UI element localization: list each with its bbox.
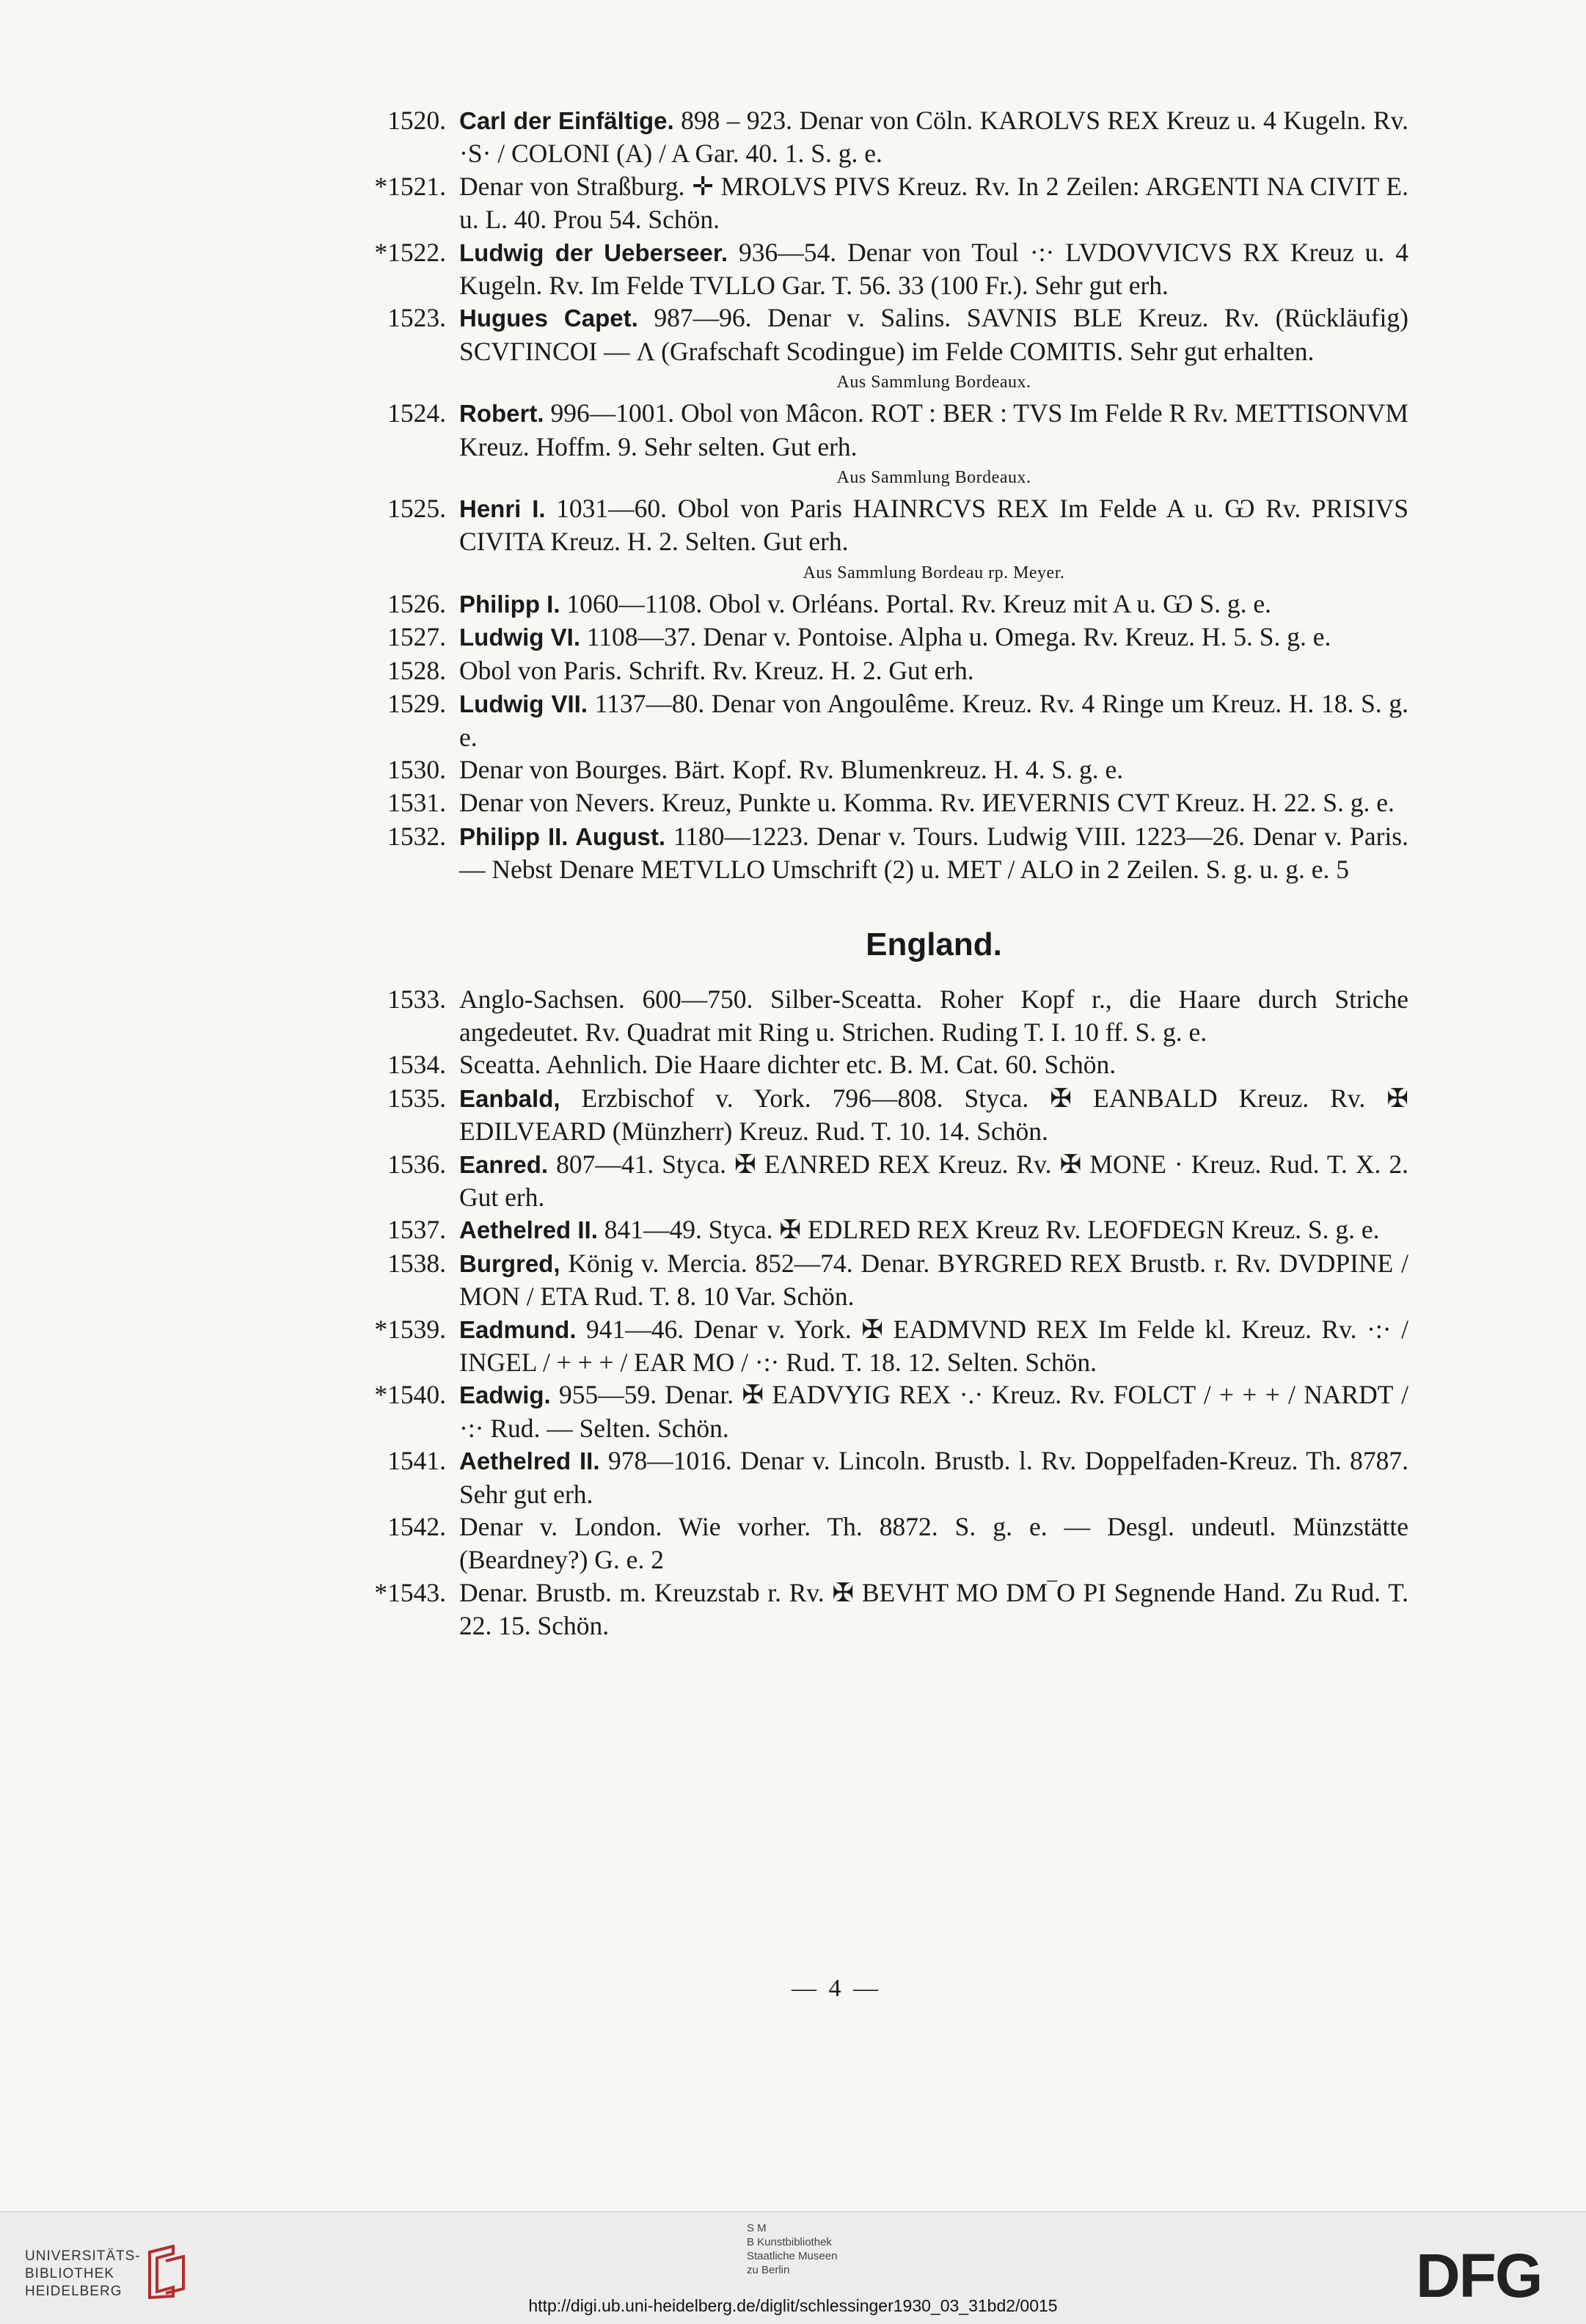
entry-description: Denar. Brustb. m. Kreuzstab r. Rv. ✠ BEVHT MO DM‾O PI Segnende Hand. Zu Rud. T. 22. 15. Schön. — [459, 1577, 1408, 1641]
catalog-entry — [373, 1048, 1408, 1081]
entry-number: 1528. — [387, 655, 446, 685]
entry-number: 1525. — [387, 494, 446, 524]
entry-description: Denar von Nevers. Kreuz, Punkte u. Komma. Rv. ИEVERNIS CVT Kreuz. H. 22. S. g. e. — [459, 788, 1395, 818]
catalog-entry — [373, 1082, 1408, 1148]
entry-number: 1532. — [387, 821, 446, 851]
catalog-entry — [373, 588, 1408, 621]
sm-logo-line: zu Berlin — [747, 2264, 790, 2276]
entry-ruler-name: Philipp I. — [459, 590, 560, 618]
catalog-entry — [373, 1247, 1408, 1313]
entry-description: 987—96. Denar v. Salins. SAVNIS BLE Kreuz. Rv. (Rückläufig) SCVΓINCOI — Λ (Grafschaft Scodingue) im Felde COMITIS. Sehr gut erhalten. — [459, 303, 1408, 366]
entry-number: 1535. — [387, 1083, 446, 1113]
entry-ruler-name: Eanbald, — [459, 1084, 560, 1112]
catalog-content — [373, 104, 1408, 1642]
section-heading: England. — [866, 926, 1002, 962]
entry-description: 1180—1223. Denar v. Tours. Ludwig VIII. 1223—26. Denar v. Paris. — Nebst Denare METVLLO Umschrift (2) u. MET / ALO in 2 Zeilen. S. g. u. g. e. 5 — [459, 821, 1408, 885]
entry-text — [459, 1576, 1408, 1642]
entry-number: 1533. — [387, 984, 446, 1014]
catalog-entry — [373, 302, 1408, 368]
catalog-entry — [373, 492, 1408, 558]
provenance-note: Aus Sammlung Bordeaux. — [836, 468, 1031, 488]
entry-text — [459, 983, 1408, 1049]
entry-ruler-name: Burgred, — [459, 1249, 560, 1277]
catalog-entry — [373, 397, 1408, 463]
ub-heidelberg-logo[interactable] — [25, 2248, 141, 2301]
entry-ruler-name: Carl der Einfältige. — [459, 107, 674, 134]
entry-description: 898 – 923. Denar von Cöln. KAROLVS REX Kreuz u. 4 Kugeln. Rv. ·S· / COLONI (A) / A Gar. 40. 1. S. g. e. — [459, 106, 1409, 169]
entry-text — [459, 1213, 1408, 1246]
dfg-logo[interactable]: DFG — [1416, 2241, 1542, 2310]
catalog-entry — [373, 983, 1408, 1049]
catalog-entry — [373, 1213, 1408, 1246]
entries-group-c — [373, 492, 1408, 558]
entry-number: 1534. — [387, 1050, 446, 1080]
entry-text — [459, 1048, 1408, 1081]
entry-number: *1539. — [374, 1314, 446, 1344]
entry-description: Erzbischof v. York. 796—808. Styca. ✠ EANBALD Kreuz. Rv. ✠ EDILVEARD (Münzherr) Kreuz. Rud. T. 10. 14. Schön. — [459, 1083, 1408, 1147]
entries-group-b — [373, 397, 1408, 463]
catalog-entry — [373, 236, 1408, 302]
entry-number: 1538. — [387, 1248, 446, 1278]
entry-number: 1529. — [387, 689, 446, 719]
entry-text — [459, 820, 1408, 886]
entry-number: 1530. — [387, 754, 446, 784]
catalog-entry — [373, 1510, 1408, 1576]
catalog-entry — [373, 1313, 1408, 1379]
entry-text — [459, 1148, 1408, 1214]
entry-text — [459, 302, 1408, 368]
entry-description: Denar von Straßburg. ✛ MROLVS PIVS Kreuz. Rv. In 2 Zeilen: ARGENTI NA CIVIT E. u. L. 40. Prou 54. Schön. — [459, 171, 1408, 235]
entry-number: 1523. — [387, 303, 446, 333]
entry-number: 1536. — [387, 1149, 446, 1179]
entry-description: König v. Mercia. 852—74. Denar. BYRGRED REX Brustb. r. Rv. DVDPINE / MON / ETA Rud. T. 8. 10 Var. Schön. — [459, 1248, 1408, 1312]
entry-description: 1060—1108. Obol v. Orléans. Portal. Rv. Kreuz mit A u. Ѡ S. g. e. — [560, 588, 1271, 618]
entry-text — [459, 588, 1408, 621]
entry-description: 936—54. Denar von Toul ·:· LVDOVVICVS RX Kreuz u. 4 Kugeln. Rv. Im Felde TVLLO Gar. T. 56. 33 (100 Fr.). Sehr gut erh. — [459, 237, 1408, 301]
entry-description: 1108—37. Denar v. Pontoise. Alpha u. Omega. Rv. Kreuz. H. 5. S. g. e. — [580, 622, 1331, 652]
entry-number: 1531. — [387, 788, 446, 818]
entry-number: 1524. — [387, 398, 446, 428]
permalink-url[interactable]: http://digi.ub.uni-heidelberg.de/diglit/schlessinger1930_03_31bd2/0015 — [528, 2296, 1058, 2315]
entry-number: *1543. — [374, 1577, 446, 1607]
entries-group-a — [373, 104, 1408, 368]
entry-description: 941—46. Denar v. York. ✠ EADMVND REX Im Felde kl. Kreuz. Rv. ·:· / INGEL / + + + / EAR MO / ·:· Rud. T. 18. 12. Selten. Schön. — [459, 1314, 1408, 1377]
catalog-entry — [373, 170, 1408, 236]
catalog-entry — [373, 1148, 1408, 1214]
entry-ruler-name: Philipp II. August. — [459, 822, 666, 850]
entry-description: Sceatta. Aehnlich. Die Haare dichter etc. B. M. Cat. 60. Schön. — [459, 1050, 1117, 1080]
entry-description: 955—59. Denar. ✠ EADVYIG REX ·.· Kreuz. Rv. FOLCT / + + + / NARDT / ·:· Rud. — Selten. Schön. — [459, 1380, 1408, 1443]
catalog-entry — [373, 1576, 1408, 1642]
entry-text — [459, 1082, 1408, 1148]
entry-number: *1522. — [374, 237, 446, 267]
entries-group-e — [373, 983, 1408, 1642]
entry-description: Anglo-Sachsen. 600—750. Silber-Sceatta. Roher Kopf r., die Haare durch Striche angedeutet. Rv. Quadrat mit Ring u. Strichen. Ruding T. I. 10 ff. S. g. e. — [459, 984, 1408, 1047]
entry-text — [459, 1313, 1408, 1379]
entry-ruler-name: Ludwig VI. — [459, 624, 580, 651]
entry-description: 978—1016. Denar v. Lincoln. Brustb. l. Rv. Doppelfaden-Kreuz. Th. 8787. Sehr gut erh. — [459, 1446, 1408, 1509]
entry-text — [459, 104, 1408, 170]
entry-text — [459, 1378, 1408, 1444]
entry-text — [459, 687, 1408, 753]
catalog-entry — [373, 621, 1408, 654]
entry-ruler-name: Eadmund. — [459, 1315, 577, 1343]
sm-logo-line: S M — [747, 2222, 767, 2235]
page-number: — 4 — — [792, 1975, 881, 2002]
sm-logo-line: B Kunstbibliothek — [747, 2236, 832, 2248]
entry-number: 1537. — [387, 1215, 446, 1245]
entry-number: *1521. — [374, 171, 446, 201]
entry-text — [459, 621, 1408, 654]
catalog-entry — [373, 786, 1408, 819]
entry-ruler-name: Ludwig der Ueberseer. — [459, 238, 728, 266]
entry-text — [459, 1444, 1408, 1510]
entry-text — [459, 1247, 1408, 1313]
provenance-note: Aus Sammlung Bordeau rp. Meyer. — [803, 563, 1065, 582]
entry-ruler-name: Aethelred II. — [459, 1216, 598, 1244]
entry-ruler-name: Eadwig. — [459, 1381, 551, 1409]
entry-number: 1542. — [387, 1512, 446, 1542]
sm-kunstbibliothek-logo[interactable] — [747, 2221, 923, 2277]
entry-text — [459, 753, 1408, 786]
catalog-entry — [373, 1444, 1408, 1510]
entry-text — [459, 492, 1408, 558]
entry-description: Denar v. London. Wie vorher. Th. 8872. S. g. e. — Desgl. undeutl. Münzstätte (Beardney?) G. e. 2 — [459, 1512, 1408, 1575]
entry-description: 841—49. Styca. ✠ EDLRED REX Kreuz Rv. LEOFDEGN Kreuz. S. g. e. — [597, 1215, 1380, 1245]
entry-description: Obol von Paris. Schrift. Rv. Kreuz. H. 2. Gut erh. — [459, 655, 974, 685]
entry-description: Denar von Bourges. Bärt. Kopf. Rv. Blumenkreuz. H. 4. S. g. e. — [459, 754, 1124, 784]
entry-number: 1526. — [387, 588, 446, 618]
entry-ruler-name: Henri I. — [459, 495, 546, 523]
entry-text — [459, 786, 1408, 819]
entry-description: 807—41. Styca. ✠ EΛNRED REX Kreuz. Rv. ✠ MONE · Kreuz. Rud. T. X. 2. Gut erh. — [459, 1149, 1408, 1212]
sm-logo-line: Staatliche Museen — [747, 2250, 838, 2262]
ub-logo-line: HEIDELBERG — [25, 2284, 123, 2299]
catalog-entry — [373, 104, 1408, 170]
provenance-note: Aus Sammlung Bordeaux. — [836, 373, 1031, 392]
entry-ruler-name: Robert. — [459, 400, 544, 428]
ub-logo-line: BIBLIOTHEK — [25, 2266, 114, 2281]
entry-description: 1031—60. Obol von Paris HAINRCVS REX Im Felde A u. Ѡ Rv. PRISIVS CIVITA Kreuz. H. 2. Selten. Gut erh. — [459, 494, 1408, 557]
entry-number: 1541. — [387, 1446, 446, 1476]
entry-number: 1520. — [387, 106, 446, 135]
entry-number: *1540. — [374, 1380, 446, 1410]
entry-ruler-name: Aethelred II. — [459, 1447, 600, 1475]
entry-text — [459, 170, 1408, 236]
entry-text — [459, 1510, 1408, 1576]
catalog-entry — [373, 820, 1408, 886]
entry-text — [459, 654, 1408, 687]
catalog-entry — [373, 687, 1408, 753]
entry-description: 996—1001. Obol von Mâcon. ROT : BER : TVS Im Felde R Rv. METTISONVM Kreuz. Hoffm. 9. Sehr selten. Gut erh. — [459, 398, 1408, 461]
entry-ruler-name: Ludwig VII. — [459, 690, 588, 718]
entry-text — [459, 397, 1408, 463]
catalog-entry — [373, 753, 1408, 786]
entry-ruler-name: Hugues Capet. — [459, 304, 638, 332]
entry-number: 1527. — [387, 622, 446, 652]
entry-text — [459, 236, 1408, 302]
catalog-entry — [373, 654, 1408, 687]
entry-description: 1137—80. Denar von Angoulême. Kreuz. Rv. 4 Ringe um Kreuz. H. 18. S. g. e. — [459, 689, 1409, 752]
ub-logo-line: UNIVERSITÄTS- — [25, 2248, 141, 2264]
entries-group-d — [373, 588, 1408, 886]
entry-ruler-name: Eanred. — [459, 1150, 549, 1178]
catalog-entry — [373, 1378, 1408, 1444]
ub-emblem-icon — [144, 2245, 191, 2299]
